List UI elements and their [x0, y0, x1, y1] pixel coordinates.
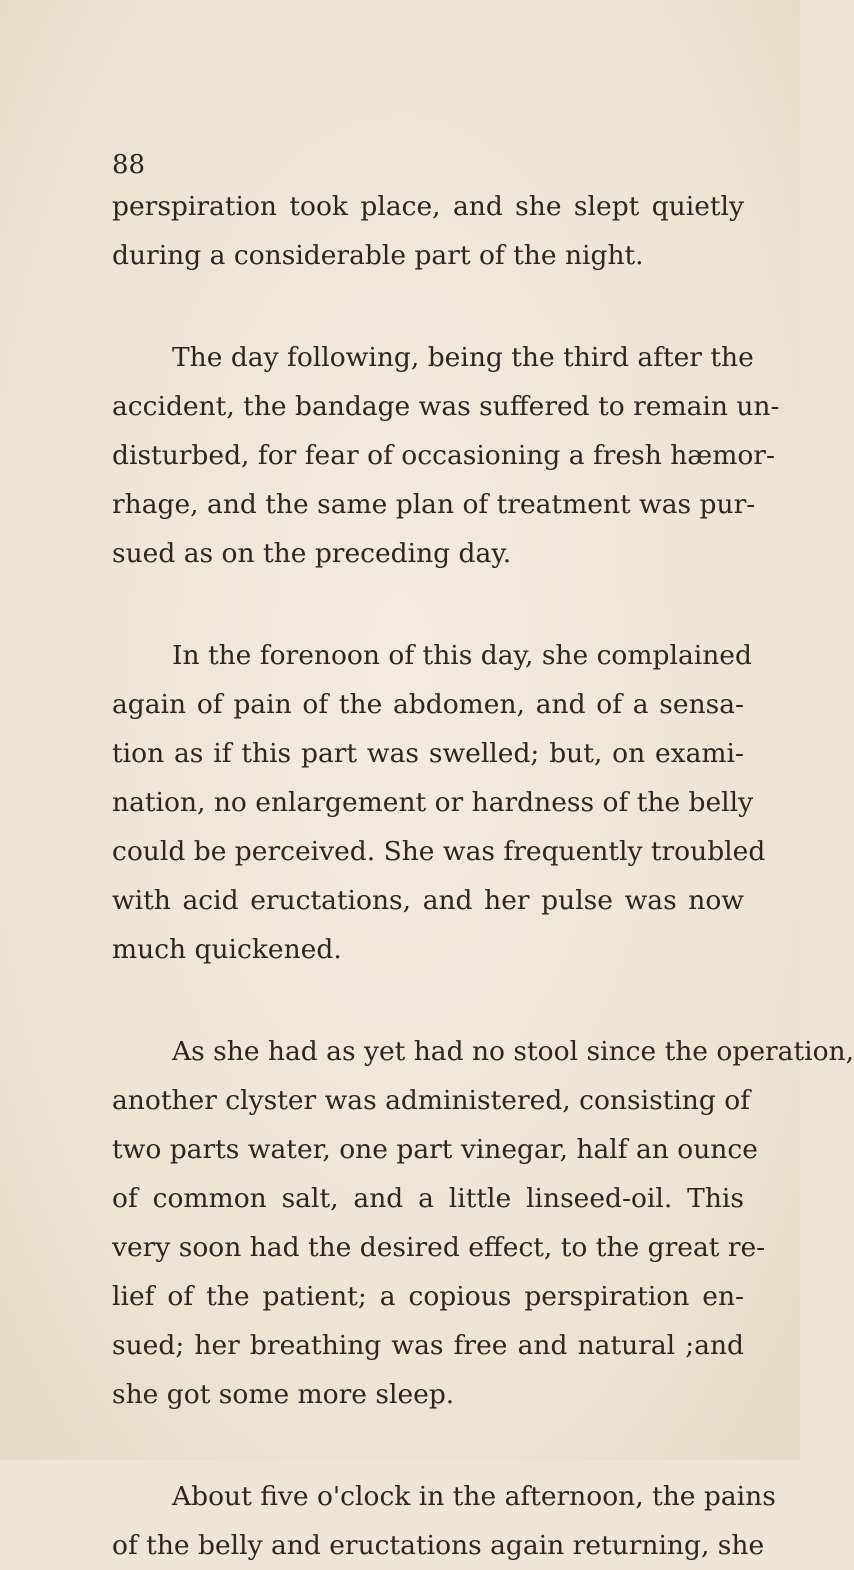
text-line: very soon had the desired effect, to the great re- [112, 1232, 766, 1263]
paragraph-gap [112, 1419, 744, 1472]
text-line: another clyster was administered, consisting of [112, 1085, 751, 1116]
text-line: again of pain of the abdomen, and of a sensa- [112, 689, 744, 720]
paragraph-gap [112, 578, 744, 631]
text-line: lief of the patient; a copious perspiration en- [112, 1281, 744, 1312]
text-line: disturbed, for fear of occasioning a fresh hæmor- [112, 440, 775, 471]
paragraph-1 [112, 182, 744, 280]
paragraph-gap [112, 280, 744, 333]
paragraph-2 [112, 333, 780, 578]
text-line: she got some more sleep. [112, 1379, 455, 1410]
text-line: About five o'clock in the afternoon, the pains [172, 1481, 776, 1512]
text-line: accident, the bandage was suffered to remain un- [112, 391, 780, 422]
text-line: of the belly and eructations again returning, she [112, 1530, 765, 1561]
text-line: sued as on the preceding day. [112, 538, 512, 569]
text-line: of common salt, and a little linseed-oil. This [112, 1183, 744, 1214]
text-line: with acid eructations, and her pulse was now [112, 885, 744, 916]
page-number: 88 [112, 150, 146, 180]
text-line: perspiration took place, and she slept quietly [112, 191, 744, 222]
text-line: nation, no enlargement or hardness of the belly [112, 787, 754, 818]
text-line: much quickened. [112, 934, 342, 965]
text-line: In the forenoon of this day, she complained [172, 640, 752, 671]
text-line: during a considerable part of the night. [112, 240, 644, 271]
body-text [112, 182, 854, 1570]
text-line: rhage, and the same plan of treatment was pur- [112, 489, 756, 520]
text-line: could be perceived. She was frequently troubled [112, 836, 766, 867]
paragraph-4 [112, 1027, 854, 1419]
text-line: two parts water, one part vinegar, half an ounce [112, 1134, 758, 1165]
paragraph-5 [112, 1472, 776, 1570]
paragraph-gap [112, 974, 744, 1027]
text-line: The day following, being the third after the [172, 342, 754, 373]
text-line: tion as if this part was swelled; but, on exami- [112, 738, 744, 769]
text-line: sued; her breathing was free and natural ;and [112, 1330, 744, 1361]
text-line: As she had as yet had no stool since the operation, [172, 1036, 854, 1067]
paragraph-3 [112, 631, 766, 974]
